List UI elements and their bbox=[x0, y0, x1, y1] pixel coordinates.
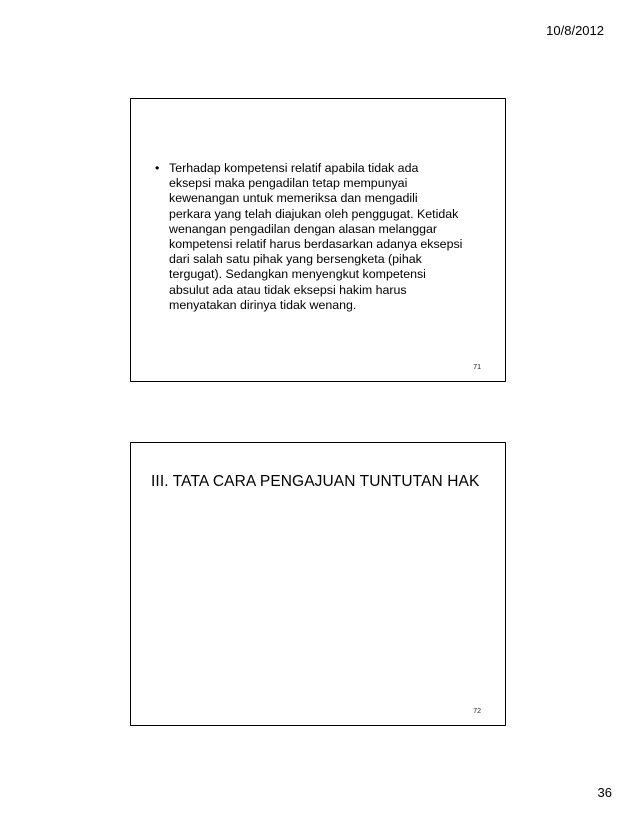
header-date: 10/8/2012 bbox=[546, 23, 604, 38]
slide-number: 72 bbox=[473, 708, 481, 715]
slide-number: 71 bbox=[473, 364, 481, 371]
slide-title: III. TATA CARA PENGAJUAN TUNTUTAN HAK bbox=[151, 473, 480, 490]
page-number: 36 bbox=[597, 785, 612, 800]
slide-72 bbox=[130, 442, 506, 726]
slide-71 bbox=[130, 98, 506, 382]
slide-bullet-item bbox=[155, 161, 487, 313]
slide-body-text: Terhadap kompetensi relatif apabila tidak ada eksepsi maka pengadilan tetap mempunyai kewenangan untuk memeriksa dan mengadili perkara yang telah diajukan oleh penggugat. Ketidak wenangan pengadilan dengan alasan melanggar kompetensi relatif harus berdasarkan adanya eksepsi dari salah satu pihak yang bersengketa (pihak tergugat). Sedangkan menyengkut kompetensi absulut ada atau tidak eksepsi hakim harus menyatakan dirinya tidak wenang. bbox=[169, 161, 463, 312]
bullet-icon: • bbox=[155, 161, 160, 175]
